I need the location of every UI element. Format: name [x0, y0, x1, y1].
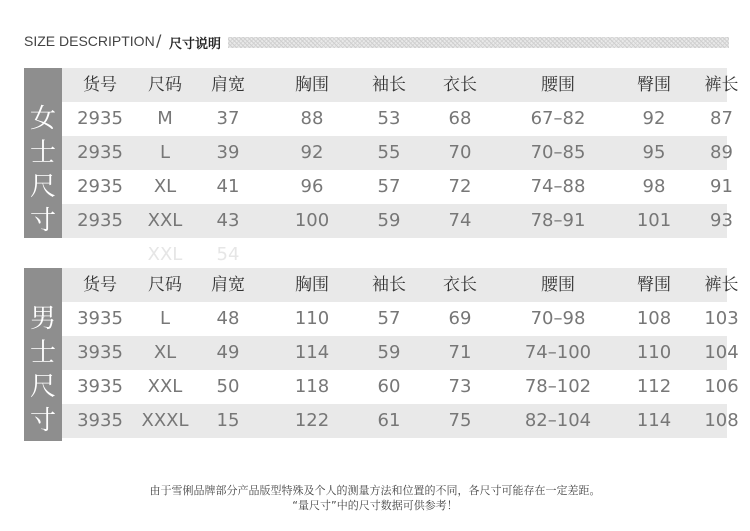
- cell-pants-length: 93: [710, 210, 733, 231]
- col-header-size: 尺码: [148, 275, 182, 295]
- table-header-row: [62, 268, 739, 302]
- col-header-shoulder: 肩宽: [211, 75, 245, 95]
- cell-pants-length: 91: [710, 176, 733, 197]
- table-header-row: [62, 68, 739, 102]
- cell-length: 72: [448, 176, 472, 197]
- footnote-line-2: “量尺寸”中的尺寸数据可供参考！: [292, 499, 458, 512]
- col-header-hip: 臀围: [637, 75, 671, 95]
- cell-chest: 100: [294, 210, 330, 231]
- col-header-pants-length: 裤长: [704, 275, 739, 295]
- col-header-sleeve: 袖长: [372, 275, 406, 295]
- cell-item-no: 3935: [77, 308, 123, 329]
- col-header-size: 尺码: [148, 75, 182, 95]
- cell-length: 74: [448, 210, 472, 231]
- cell-shoulder: 39: [216, 142, 240, 163]
- cell-chest: 92: [300, 142, 324, 163]
- cell-chest: 114: [294, 342, 330, 363]
- cell-chest: 88: [300, 108, 324, 129]
- cell-length: 73: [448, 376, 472, 397]
- col-header-sleeve: 袖长: [372, 75, 406, 95]
- title-english: SIZE DESCRIPTION: [24, 33, 155, 49]
- cell-hip: 95: [642, 142, 666, 163]
- cell-hip: 114: [636, 410, 672, 431]
- title-separator: /: [156, 31, 162, 50]
- cell-size: L: [159, 308, 171, 329]
- section-header: [24, 31, 729, 53]
- women-rows: [62, 68, 739, 272]
- cell-shoulder: 43: [216, 210, 240, 231]
- side-char: 士: [29, 338, 56, 368]
- cell-size: XXXL: [141, 410, 189, 431]
- cell-size: XL: [153, 176, 177, 197]
- decorative-texture-bar: [228, 37, 729, 48]
- col-header-chest: 胸围: [295, 75, 329, 95]
- cell-shoulder: 49: [216, 342, 240, 363]
- cell-pants-length: 103: [704, 308, 739, 329]
- cell-waist: 78–91: [530, 210, 586, 231]
- cell-sleeve: 61: [377, 410, 401, 431]
- cell-shoulder: 15: [216, 410, 240, 431]
- table-row: [62, 170, 733, 204]
- cell-size: M: [157, 108, 173, 129]
- cell-waist: 74–100: [524, 342, 592, 363]
- table-row: [62, 136, 733, 170]
- cell-length: 70: [448, 142, 472, 163]
- cell-size: XL: [153, 342, 177, 363]
- cell-shoulder: 37: [216, 108, 240, 129]
- cell-item-no: 2935: [77, 108, 123, 129]
- cell-waist: 74–88: [530, 176, 586, 197]
- cell-pants-length: 108: [704, 410, 739, 431]
- cell-length: 68: [448, 108, 472, 129]
- cell-size: XXL: [147, 244, 183, 265]
- footnote-line-1: 由于雪俐品牌部分产品版型特殊及个人的测量方法和位置的不同，各尺寸可能存在一定差距。: [149, 484, 601, 497]
- col-header-length: 衣长: [443, 75, 477, 95]
- col-header-waist: 腰围: [541, 75, 575, 95]
- cell-waist: 78–102: [524, 376, 592, 397]
- cell-hip: 108: [636, 308, 672, 329]
- cell-pants-length: 106: [704, 376, 739, 397]
- table-row: [62, 204, 733, 238]
- cell-size: XXL: [147, 376, 183, 397]
- side-char: 寸: [29, 206, 56, 236]
- col-header-length: 衣长: [443, 275, 477, 295]
- cell-size: XXL: [147, 210, 183, 231]
- cell-hip: 101: [636, 210, 672, 231]
- cell-item-no: 2935: [77, 142, 123, 163]
- cell-pants-length: 104: [704, 342, 739, 363]
- cell-sleeve: 60: [377, 376, 401, 397]
- cell-pants-length: 89: [710, 142, 733, 163]
- cell-sleeve: 55: [377, 142, 401, 163]
- cell-item-no: 3935: [77, 342, 123, 363]
- table-row: [62, 336, 739, 370]
- cell-length: 75: [448, 410, 472, 431]
- cell-shoulder: 48: [216, 308, 240, 329]
- cell-item-no: 3935: [77, 410, 123, 431]
- cell-hip: 110: [636, 342, 672, 363]
- col-header-pants-length: 裤长: [704, 75, 739, 95]
- cell-size: L: [159, 142, 171, 163]
- col-header-item-no: 货号: [83, 275, 117, 295]
- cell-shoulder: 41: [216, 176, 240, 197]
- men-rows: [62, 268, 739, 438]
- side-char: 女: [29, 104, 56, 134]
- cell-pants-length: 87: [710, 108, 733, 129]
- col-header-shoulder: 肩宽: [211, 275, 245, 295]
- cell-sleeve: 53: [377, 108, 401, 129]
- col-header-hip: 臀围: [637, 275, 671, 295]
- cell-waist: 82–104: [524, 410, 592, 431]
- table-row: [62, 370, 739, 404]
- cell-hip: 92: [642, 108, 666, 129]
- col-header-waist: 腰围: [541, 275, 575, 295]
- side-char: 寸: [29, 406, 56, 436]
- title-chinese: 尺寸说明: [169, 37, 222, 52]
- cell-item-no: 2935: [77, 210, 123, 231]
- cell-sleeve: 59: [377, 342, 401, 363]
- table-row: [62, 302, 739, 336]
- cell-waist: 70–98: [530, 308, 586, 329]
- col-header-chest: 胸围: [295, 275, 329, 295]
- cell-chest: 110: [294, 308, 330, 329]
- cell-sleeve: 59: [377, 210, 401, 231]
- cell-waist: 70–85: [530, 142, 586, 163]
- cell-length: 71: [448, 342, 472, 363]
- table-row: [62, 404, 739, 438]
- cell-hip: 98: [642, 176, 666, 197]
- side-char: 尺: [29, 372, 56, 402]
- col-header-item-no: 货号: [83, 75, 117, 95]
- cell-waist: 67–82: [530, 108, 586, 129]
- cell-chest: 96: [300, 176, 324, 197]
- cell-hip: 112: [636, 376, 672, 397]
- cell-item-no: 3935: [77, 376, 123, 397]
- cell-shoulder: 54: [216, 244, 240, 265]
- women-side-label: [24, 68, 62, 238]
- faded-row: [62, 238, 727, 272]
- cell-sleeve: 57: [377, 176, 401, 197]
- cell-item-no: 2935: [77, 176, 123, 197]
- side-char: 士: [29, 138, 56, 168]
- side-char: 男: [29, 304, 56, 334]
- table-row: [62, 102, 733, 136]
- cell-chest: 122: [294, 410, 330, 431]
- cell-length: 69: [448, 308, 472, 329]
- cell-sleeve: 57: [377, 308, 401, 329]
- men-side-label: [24, 268, 62, 441]
- side-char: 尺: [29, 172, 56, 202]
- cell-chest: 118: [294, 376, 330, 397]
- cell-shoulder: 50: [216, 376, 240, 397]
